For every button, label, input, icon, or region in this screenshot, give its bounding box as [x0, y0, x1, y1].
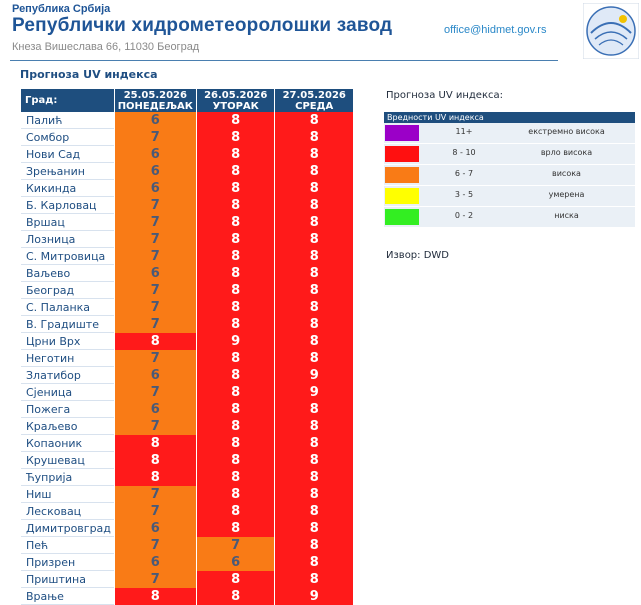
city-name: Палић: [21, 112, 114, 129]
uv-value-cell: 6: [115, 520, 196, 537]
rhmz-logo-icon[interactable]: [583, 3, 639, 59]
city-name: Призрен: [21, 554, 114, 571]
table-row: [21, 537, 353, 554]
uv-value-cell: 8: [275, 214, 353, 231]
uv-value-cell: 8: [275, 520, 353, 537]
uv-value-cell: 8: [275, 401, 353, 418]
table-row: [21, 146, 353, 163]
table-row: [21, 265, 353, 282]
uv-value-cell: 7: [197, 537, 275, 554]
table-row: [21, 503, 353, 520]
city-name: Зрењанин: [21, 163, 114, 180]
uv-value-cell: 8: [115, 588, 196, 605]
uv-value-cell: 8: [197, 486, 275, 503]
city-name: Врање: [21, 588, 114, 605]
data-source: Извор: DWD: [386, 250, 449, 261]
city-name: Ћуприја: [21, 469, 114, 486]
day-weekday: ПОНЕДЕЉАК: [117, 100, 193, 112]
uv-value-cell: 8: [197, 265, 275, 282]
uv-value-cell: 8: [197, 197, 275, 214]
uv-value-cell: 8: [197, 146, 275, 163]
uv-value-cell: 8: [197, 214, 275, 231]
uv-value-cell: 7: [115, 316, 196, 333]
day-date: 27.05.2026: [282, 89, 346, 101]
uv-value-cell: 7: [115, 282, 196, 299]
legend-label: екстремно висока: [528, 127, 605, 136]
uv-value-cell: 8: [275, 299, 353, 316]
table-row: [21, 452, 353, 469]
table-row: [21, 554, 353, 571]
table-header-row: [21, 89, 353, 112]
legend-row: [384, 144, 635, 165]
uv-value-cell: 6: [115, 146, 196, 163]
uv-value-cell: 6: [115, 554, 196, 571]
legend-header: Вредности UV индекса: [384, 112, 635, 123]
uv-forecast-table: [20, 89, 354, 605]
uv-value-cell: 8: [197, 418, 275, 435]
uv-value-cell: 8: [197, 503, 275, 520]
uv-value-cell: 8: [275, 554, 353, 571]
country-name: Република Србија: [12, 3, 111, 15]
uv-value-cell: 6: [197, 554, 275, 571]
table-row: [21, 112, 353, 129]
uv-value-cell: 8: [197, 180, 275, 197]
uv-value-cell: 9: [275, 367, 353, 384]
uv-value-cell: 8: [275, 486, 353, 503]
table-row: [21, 418, 353, 435]
city-name: С. Паланка: [21, 299, 114, 316]
uv-value-cell: 7: [115, 571, 196, 588]
uv-value-cell: 7: [115, 129, 196, 146]
uv-value-cell: 8: [197, 401, 275, 418]
uv-value-cell: 8: [275, 163, 353, 180]
uv-value-cell: 7: [115, 537, 196, 554]
table-row: [21, 248, 353, 265]
day-column-header: [275, 89, 353, 112]
uv-value-cell: 8: [197, 129, 275, 146]
table-row: [21, 588, 353, 605]
table-row: [21, 367, 353, 384]
uv-value-cell: 6: [115, 112, 196, 129]
uv-value-cell: 8: [275, 333, 353, 350]
uv-value-cell: 7: [115, 418, 196, 435]
uv-value-cell: 9: [275, 588, 353, 605]
city-name: Б. Карловац: [21, 197, 114, 214]
legend-row: [384, 165, 635, 186]
uv-value-cell: 8: [197, 163, 275, 180]
table-row: [21, 333, 353, 350]
city-column-header: Град:: [21, 89, 114, 112]
legend-range: 11+: [455, 127, 473, 136]
table-row: [21, 180, 353, 197]
legend-swatch: [385, 167, 419, 183]
legend-row: [384, 186, 635, 207]
uv-value-cell: 8: [275, 469, 353, 486]
day-weekday: УТОРАК: [212, 100, 259, 112]
uv-value-cell: 8: [275, 282, 353, 299]
uv-value-cell: 8: [197, 384, 275, 401]
day-column-header: [197, 89, 275, 112]
legend-range: 6 - 7: [454, 169, 474, 178]
table-row: [21, 384, 353, 401]
uv-value-cell: 8: [197, 367, 275, 384]
uv-legend: [384, 112, 635, 228]
institution-name[interactable]: Републички хидрометеоролошки завод: [12, 15, 393, 36]
uv-value-cell: 8: [197, 469, 275, 486]
legend-label: умерена: [548, 190, 585, 199]
city-name: Копаоник: [21, 435, 114, 452]
uv-value-cell: 8: [275, 350, 353, 367]
legend-swatch: [385, 146, 419, 162]
city-name: Златибор: [21, 367, 114, 384]
table-row: [21, 520, 353, 537]
uv-value-cell: 8: [275, 435, 353, 452]
table-row: [21, 231, 353, 248]
uv-value-cell: 8: [275, 180, 353, 197]
uv-value-cell: 8: [197, 231, 275, 248]
legend-label: висока: [552, 169, 581, 178]
city-name: Краљево: [21, 418, 114, 435]
legend-range: 0 - 2: [454, 211, 474, 220]
uv-value-cell: 8: [115, 333, 196, 350]
page-title: Прогноза UV индекса: [20, 68, 158, 81]
city-name: Сомбор: [21, 129, 114, 146]
table-row: [21, 435, 353, 452]
uv-value-cell: 8: [197, 316, 275, 333]
city-name: Димитровград: [21, 520, 114, 537]
site-header: [0, 0, 641, 62]
legend-range: 3 - 5: [454, 190, 474, 199]
uv-value-cell: 9: [197, 333, 275, 350]
uv-value-cell: 8: [275, 537, 353, 554]
city-name: Ваљево: [21, 265, 114, 282]
uv-value-cell: 8: [197, 248, 275, 265]
uv-value-cell: 6: [115, 401, 196, 418]
city-name: Ниш: [21, 486, 114, 503]
uv-value-cell: 8: [115, 435, 196, 452]
city-name: Кикинда: [21, 180, 114, 197]
legend-range: 8 - 10: [452, 148, 476, 157]
table-row: [21, 316, 353, 333]
legend-swatch: [385, 209, 419, 225]
day-weekday: СРЕДА: [295, 100, 334, 112]
city-name: Нови Сад: [21, 146, 114, 163]
city-name: Београд: [21, 282, 114, 299]
uv-value-cell: 8: [197, 350, 275, 367]
uv-value-cell: 6: [115, 163, 196, 180]
table-body: [21, 112, 353, 605]
uv-value-cell: 8: [275, 197, 353, 214]
uv-value-cell: 8: [275, 129, 353, 146]
uv-value-cell: 8: [275, 112, 353, 129]
uv-value-cell: 8: [275, 503, 353, 520]
uv-value-cell: 7: [115, 486, 196, 503]
uv-value-cell: 8: [275, 571, 353, 588]
table-row: [21, 163, 353, 180]
uv-value-cell: 6: [115, 265, 196, 282]
uv-value-cell: 8: [275, 231, 353, 248]
uv-value-cell: 7: [115, 197, 196, 214]
table-row: [21, 282, 353, 299]
legend-row: [384, 207, 635, 228]
uv-value-cell: 8: [275, 418, 353, 435]
uv-value-cell: 8: [197, 571, 275, 588]
uv-value-cell: 8: [275, 452, 353, 469]
day-column-header: [115, 89, 196, 112]
uv-value-cell: 7: [115, 231, 196, 248]
table-row: [21, 469, 353, 486]
city-name: Приштина: [21, 571, 114, 588]
city-name: Пожега: [21, 401, 114, 418]
uv-value-cell: 6: [115, 367, 196, 384]
table-row: [21, 129, 353, 146]
uv-value-cell: 8: [115, 469, 196, 486]
table-row: [21, 214, 353, 231]
address: Кнеза Вишеслава 66, 11030 Београд: [12, 41, 200, 53]
city-name: Крушевац: [21, 452, 114, 469]
table-row: [21, 350, 353, 367]
table-row: [21, 571, 353, 588]
table-row: [21, 299, 353, 316]
table-row: [21, 486, 353, 503]
uv-value-cell: 8: [275, 146, 353, 163]
city-name: Црни Врх: [21, 333, 114, 350]
uv-value-cell: 8: [197, 588, 275, 605]
city-name: Лозница: [21, 231, 114, 248]
uv-value-cell: 8: [197, 112, 275, 129]
uv-value-cell: 8: [197, 282, 275, 299]
day-date: 25.05.2026: [123, 89, 187, 101]
uv-value-cell: 7: [115, 503, 196, 520]
legend-swatch: [385, 125, 419, 141]
uv-value-cell: 8: [197, 299, 275, 316]
city-name: В. Градиште: [21, 316, 114, 333]
legend-label: врло висока: [540, 148, 593, 157]
uv-value-cell: 6: [115, 180, 196, 197]
uv-value-cell: 7: [115, 350, 196, 367]
uv-value-cell: 7: [115, 299, 196, 316]
header-divider: [10, 60, 558, 61]
city-name: Вршац: [21, 214, 114, 231]
uv-value-cell: 8: [197, 520, 275, 537]
city-name: Лесковац: [21, 503, 114, 520]
table-row: [21, 197, 353, 214]
uv-value-cell: 8: [197, 435, 275, 452]
city-name: Неготин: [21, 350, 114, 367]
uv-value-cell: 8: [197, 452, 275, 469]
legend-title: Прогноза UV индекса:: [386, 90, 503, 101]
table-row: [21, 401, 353, 418]
uv-value-cell: 8: [275, 248, 353, 265]
city-name: Сјеница: [21, 384, 114, 401]
city-name: С. Митровица: [21, 248, 114, 265]
day-date: 26.05.2026: [204, 89, 268, 101]
legend-label: ниска: [554, 211, 579, 220]
email-link[interactable]: office@hidmet.gov.rs: [444, 24, 547, 36]
uv-value-cell: 8: [275, 316, 353, 333]
uv-value-cell: 8: [115, 452, 196, 469]
uv-value-cell: 7: [115, 248, 196, 265]
legend-swatch: [385, 188, 419, 204]
legend-row: [384, 123, 635, 144]
uv-value-cell: 7: [115, 384, 196, 401]
uv-value-cell: 9: [275, 384, 353, 401]
city-name: Пећ: [21, 537, 114, 554]
uv-value-cell: 7: [115, 214, 196, 231]
uv-value-cell: 8: [275, 265, 353, 282]
